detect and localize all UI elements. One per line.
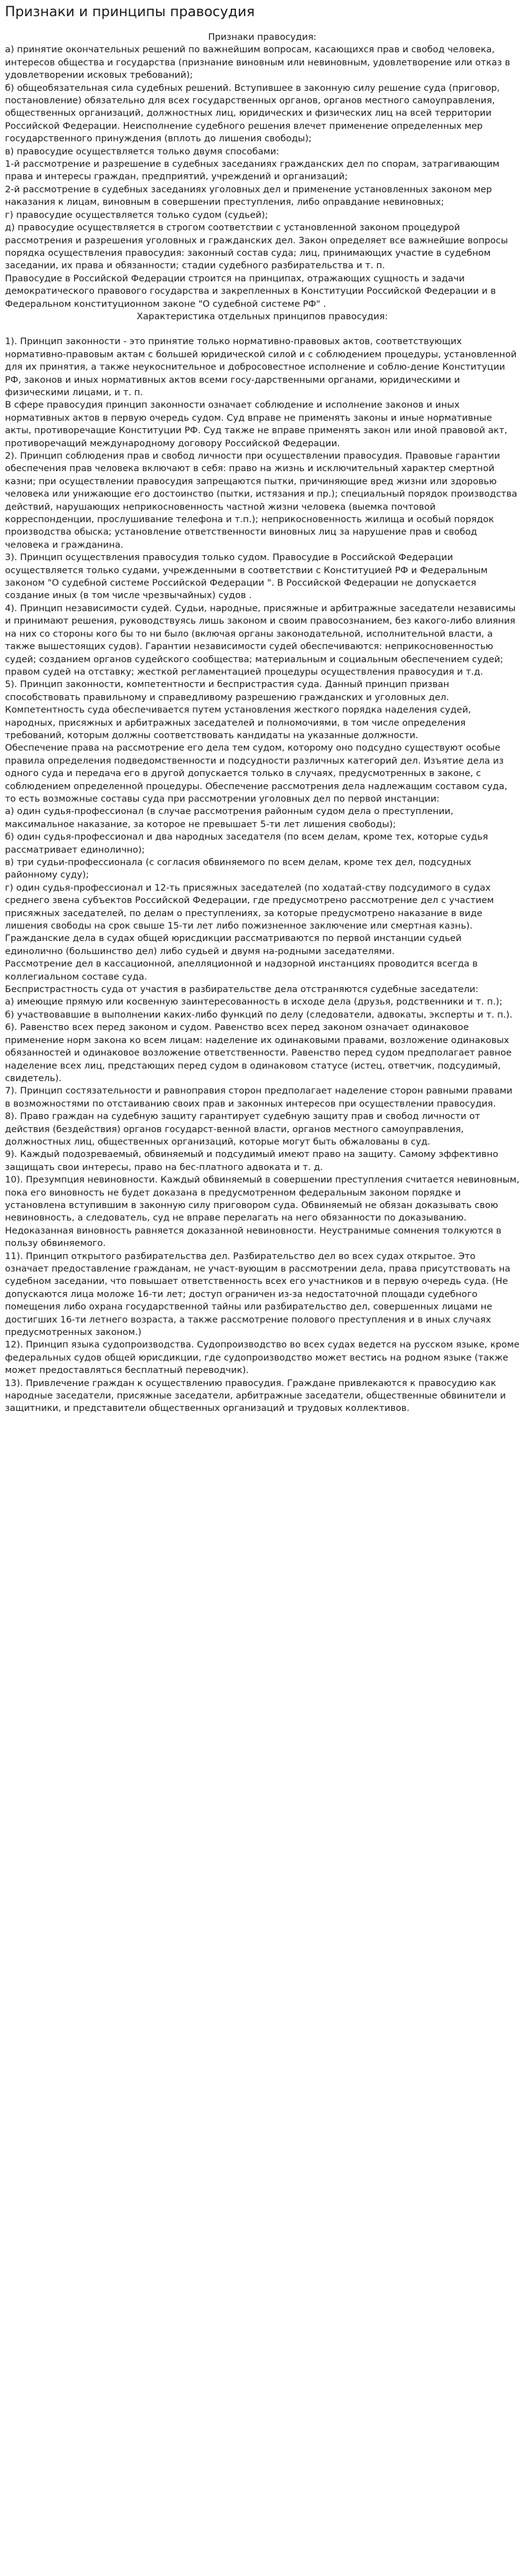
paragraph: 2-й рассмотрение в судебных заседаниях уголовных дел и применение установленных законом мер наказания к лицам, виновным в совершении преступления, либо оправдание невиновных; xyxy=(5,184,492,208)
paragraph: а) имеющие прямую или косвенную заинтересованность в исходе дела (друзья, родственники и т. п.); xyxy=(5,996,503,1008)
paragraph: а) один судья-профессионал (в случае рассмотрения районным судом дела о преступлении, максимальное наказание, за которое не превышает 5-ти лет лишения свободы); xyxy=(5,806,454,830)
paragraph: В сфере правосудия принцип законности означает соблюдение и исполнение законов и иных нормативных актов в первую очередь судом. Суд вправе не применять законы и иные нормативные акты, противоречащие Конституции РФ. Суд также не вправе применять закон или иной правовой акт, противоречащий международному договору Российской Федерации. xyxy=(5,400,508,449)
paragraph: 13). Привлечение граждан к осуществлению правосудия. Граждане привлекаются к правосудию как народные заседатели, присяжные заседатели, арбитражные заседатели, общественные обвинители и защитники, и представители общественных организаций и трудовых коллективов. xyxy=(5,1377,506,1414)
page-title: Признаки и принципы правосудия xyxy=(5,4,255,20)
section-heading: Признаки правосудия: xyxy=(208,32,317,42)
section-heading: Характеристика отдельных принципов правосудия: xyxy=(136,311,388,322)
paragraph: г) правосудие осуществляется только судом (судьей); xyxy=(5,209,268,220)
paragraph: в) правосудие осуществляется только двумя способами: xyxy=(5,146,279,157)
paragraph: 9). Каждый подозреваемый, обвиняемый и подсудимый имеют право на защиту. Самому эффективно защищать свои интересы, право на бес-платного адвоката и т. д. xyxy=(5,1149,498,1173)
paragraph: г) один судья-профессионал и 12-ть присяжных заседателей (по ходатай-ству подсудимого в судах среднего звена субъектов Российской Федерации, где предусмотрено рассмотрение дел с участием присяжных заседателей, по делам о преступлениях, за которые предусмотрено наказание в виде лишения свободы на срок свыше 15-ти лет либо пожизненное заключение или смертная казнь). xyxy=(5,882,494,932)
paragraph: а) принятие окончательных решений по важнейшим вопросам, касающихся прав и свобод человека, интересов общества и государства (признание виновным или невиновным, удовлетворение или отказ в удовлетворении исковых требований); xyxy=(5,44,510,81)
paragraph: 11). Принцип открытого разбирательства дел. Разбирательство дел во всех судах открытое. Это означает предоставление гражданам, не участ-вующим в рассмотрении дела, права присутствовать на судебном заседании, что повышает ответственность всех его участников и в первую очередь суда. (Не допускаются лица моложе 16-ти лет; доступ ограничен из-за недостаточной площади судебного помещения либо охрана государственной тайны или разбирательство дел, совершенных лицами не достигших 16-ти летнего возраста, а также рассмотрение полового преступления и в иных случаях предусмотренных законом.) xyxy=(5,1250,511,1338)
paragraph: 6). Равенство всех перед законом и судом. Равенство всех перед законом означает одинаковое применение норм закона ко всем лицам: наделение их одинаковыми правами, возложение одинаковых обязанностей и одинаковое возложение ответственности. Равенство перед судом предполагает равное наделение всех лиц, предстающих перед судом в одинаковом статусе (истец, ответчик, подсудимый, свидетель). xyxy=(5,1022,512,1084)
paragraph: 4). Принцип независимости судей. Судьи, народные, присяжные и арбитражные заседатели независимы и принимают решения, руководствуясь лишь законом и своим правосознанием, без какого-либо влияния на них со стороны кого бы то ни было (включая органы законодательной, исполнительной власти, а также вышестоящих судов). Гарантии независимости судей обеспечиваются: неприкосновенностью судей; созданием органов судейского сообщества; материальным и социальным обеспечением судей; правом судей на отставку; жесткой регламентацией процедуры осуществления правосудия и т.д. xyxy=(5,602,516,677)
paragraph: в) три судьи-профессионала (с согласия обвиняемого по всем делам, кроме тех дел, подсудных районному суду); xyxy=(5,857,472,881)
paragraph: 8). Право граждан на судебную защиту гарантирует судебную защиту прав и свобод личности от действия (бездействия) органов государст-венной власти, органов местного самоуправления, должностных лиц, общественных организаций, которые могут быть обжалованы в суд. xyxy=(5,1111,480,1147)
paragraph: 5). Принцип законности, компетентности и беспристрастия суда. Данный принцип призван способствовать правильному и справедливому разрешению гражданских и уголовных дел. Компетентность суда обеспечивается путем установления жесткого порядка наделения судей, народных, присяжных и арбитражных заседателей и полномочиями, в том числе определения требований, которым должны соответствовать кандидаты на указанные должности. xyxy=(5,679,471,741)
paragraph: б) общеобязательная сила судебных решений. Вступившее в законную силу решение суда (приговор, постановление) обязательно для всех государственных органов, органов местного самоуправления, общественных организаций, должностных лиц, юридических и физических лиц на всей территории Российской Федерации. Неисполнение судебного решения влечет применение определенных мер государственного принуждения (вплоть до лишения свободы); xyxy=(5,82,500,144)
paragraph: б) один судья-профессионал и два народных заседателя (по всем делам, кроме тех, которые судья рассматривает единолично); xyxy=(5,831,488,855)
paragraph: 3). Принцип осуществления правосудия только судом. Правосудие в Российской Федерации осуществляется только судами, учрежденными в соответствии с Конституцией РФ и Федеральным законом "О судебной системе Российской Федерации ". В Российской Федерации не допускается создание иных (в том числе чрезвычайных) судов . xyxy=(5,552,488,601)
paragraph-spacer xyxy=(5,323,520,335)
paragraph: Рассмотрение дел в кассационной, апелляционной и надзорной инстанциях проводится всегда в коллегиальном составе суда. xyxy=(5,958,478,982)
paragraph: Беспристрастность суда от участия в разбирательстве дела отстраняются судебные заседатели: xyxy=(5,984,478,995)
document-body xyxy=(5,31,520,1415)
paragraph: 1). Принцип законности - это принятие только нормативно-правовых актов, соответствующих нормативно-правовым актам с большей юридической силой и с соблюдением процедуры, установленной для их принятия, а также неукоснительное и добросовестное исполнение и соблю-дение Конституции РФ, законов и иных нормативных актов всеми госу-дарственными органами, юридическими и физическими лицами, и т. п. xyxy=(5,336,517,398)
paragraph: 1-й рассмотрение и разрешение в судебных заседаниях гражданских дел по спорам, затрагивающим права и интересы граждан, предприятий, учреждений и организаций; xyxy=(5,159,500,182)
paragraph: 12). Принцип языка судопроизводства. Судопроизводство во всех судах ведется на русском языке, кроме федеральных судов общей юрисдикции, где судопроизводство может вестись на родном языке (также может предоставляться бесплатный переводчик). xyxy=(5,1339,520,1376)
paragraph: Обеспечение права на рассмотрение его дела тем судом, которому оно подсудно существуют особые правила определения подведомственности и подсудности различных категорий дел. Изъятие дела из одного суда и передача его в другой допускается только в случаях, предусмотренных в законе, с соблюдением определенной процедуры. Обеспечение рассмотрения дела надлежащим составом суда, то есть возможные составы суда при рассмотрении уголовных дел по первой инстанции: xyxy=(5,742,508,804)
paragraph: Гражданские дела в судах общей юрисдикции рассматриваются по первой инстанции судьей единолично (большинство дел) либо судьей и двумя на-родными заседателями. xyxy=(5,933,462,957)
paragraph: б) участвовавшие в выполнении каких-либо функций по делу (следователи, адвокаты, эксперты и т. п.). xyxy=(5,1009,513,1020)
paragraph: 7). Принцип состязательности и равноправия сторон предполагает наделение сторон равными правами в возможностями по отстаиванию своих прав и законных интересов при осуществлении правосудия. xyxy=(5,1085,513,1109)
paragraph: д) правосудие осуществляется в строгом соответствии с установленной законом процедурой рассмотрения и разрешения уголовных и гражданских дел. Закон определяет все важнейшие вопросы порядка осуществления правосудия: законный состав суда; лиц, принимающих участие в судебном заседании, их права и обязанности; стадии судебного разбирательства и т. п. xyxy=(5,222,508,271)
paragraph: 10). Презумпция невиновности. Каждый обвиняемый в совершении преступления считается невиновным, пока его виновность не будет доказана в предусмотренном федеральным законом порядке и установлена вступившим в законную силу приговором суда. Обвиняемый не обязан доказывать свою невиновность, а следователь, суд не вправе перелагать на него обязанности по доказыванию. Недоказанная виновность равняется доказанной невиновности. Неустранимые сомнения толкуются в пользу обвиняемого. xyxy=(5,1174,520,1249)
paragraph: 2). Принцип соблюдения прав и свобод личности при осуществлении правосудия. Правовые гарантии обеспечения прав человека включают в себя: право на жизнь и исключительный характер смертной казни; при осуществлении правосудия запрещаются пытки, причиняющие вред жизни или здоровью человека или унижающие его достоинство (пытки, истязания и пр.); специальный порядок производства действий, нарушающих неприкосновенность частной жизни человека (выемка почтовой корреспонденции, прослушивание телефона и т.п.); неприкосновенность жилища и особый порядок производства обыска; установление ответственности виновных лиц за нарушение прав и свобод человека и гражданина. xyxy=(5,451,518,550)
paragraph: Правосудие в Российской Федерации строится на принципах, отражающих сущность и задачи демократического правового государства и закрепленных в Конституции Российской Федерации и в Федеральном конституционном законе "О судебной системе РФ" . xyxy=(5,273,497,309)
